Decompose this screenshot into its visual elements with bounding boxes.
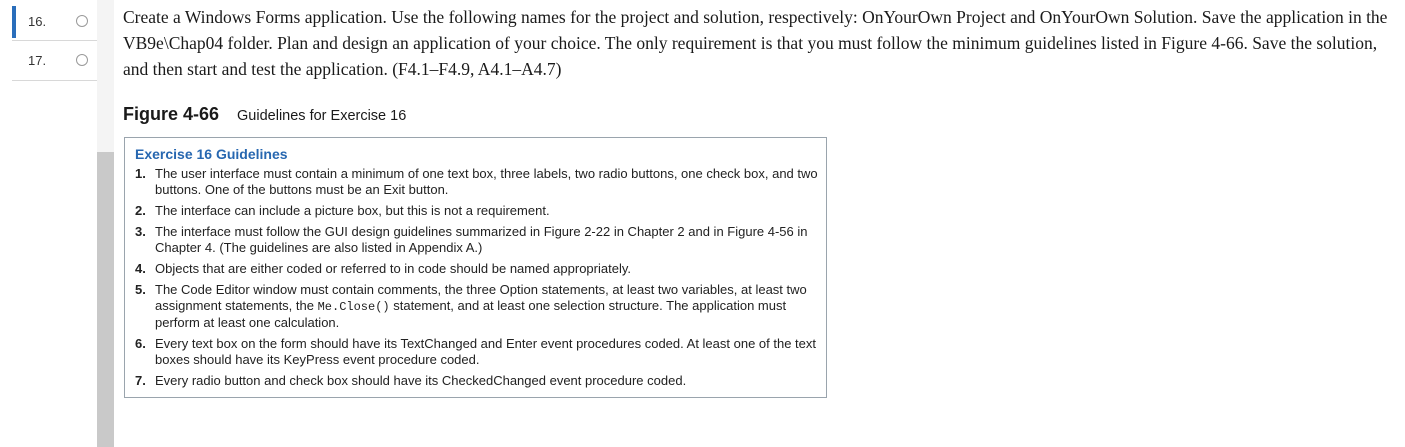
- question-number: 16.: [28, 13, 47, 29]
- guidelines-box: [124, 137, 827, 398]
- figure-caption: Guidelines for Exercise 16: [237, 108, 407, 124]
- item-text: The user interface must contain a minimum of one text box, three labels, two radio buttons, one check box, and two buttons. One of the buttons must be an Exit button.: [155, 166, 818, 197]
- radio-circle-icon[interactable]: [76, 15, 88, 27]
- item-text: The interface must follow the GUI design guidelines summarized in Figure 2-22 in Chapter 2 and in Figure 4-56 in Chapter 4. (The guidelines are also listed in Appendix A.): [155, 224, 808, 255]
- guidelines-heading: Exercise 16 Guidelines: [135, 146, 288, 162]
- item-text: The interface can include a picture box, but this is not a requirement.: [155, 203, 550, 218]
- item-number: 6.: [135, 336, 146, 351]
- divider: [12, 40, 97, 41]
- item-number: 4.: [135, 261, 146, 276]
- item-number: 5.: [135, 282, 146, 297]
- item-number: 2.: [135, 203, 146, 218]
- list-item: [135, 373, 825, 389]
- code-snippet: Me.Close(): [317, 300, 390, 314]
- list-item: [135, 224, 825, 256]
- figure-title: [123, 104, 406, 125]
- divider: [12, 80, 97, 81]
- item-text: statement, and at least one selection structure. The application must perform at least one calculation.: [155, 298, 787, 330]
- guidelines-list: [135, 166, 825, 394]
- question-number: 17.: [28, 52, 47, 68]
- list-item: [135, 261, 825, 277]
- question-navigator: [0, 0, 98, 447]
- item-text: Objects that are either coded or referred to in code should be named appropriately.: [155, 261, 631, 276]
- item-number: 3.: [135, 224, 146, 239]
- list-item: [135, 166, 825, 198]
- radio-circle-icon[interactable]: [76, 54, 88, 66]
- item-number: 7.: [135, 373, 146, 388]
- item-text: Every text box on the form should have its TextChanged and Enter event procedures coded. At least one of the text boxes should have its KeyPress event procedure coded.: [155, 336, 817, 367]
- scrollbar-thumb[interactable]: [97, 152, 114, 447]
- figure-number: Figure 4-66: [123, 104, 220, 124]
- item-text: Every radio button and check box should have its CheckedChanged event procedure coded.: [155, 373, 687, 388]
- question-item-17[interactable]: [0, 42, 97, 78]
- active-indicator: [12, 6, 16, 38]
- question-text: Create a Windows Forms application. Use the following names for the project and solution, respectively: OnYourOwn Project and OnYourOwn Solution. Save the application in the VB9e\Chap04 folder. Plan and design an application of your choice. The only requirement is that you must follow the minimum guidelines listed in Figure 4-66. Save the solution, and then start and test the application. (F4.1–F4.9, A4.1–A4.7): [123, 7, 1388, 79]
- list-item: [135, 336, 825, 368]
- item-text: The Code Editor window must contain comments, the three Option statements, at least two variables, at least two assignment statements, the: [155, 282, 807, 313]
- list-item: [135, 203, 825, 219]
- question-item-16[interactable]: [0, 3, 97, 39]
- item-number: 1.: [135, 166, 146, 181]
- list-item: [135, 282, 825, 331]
